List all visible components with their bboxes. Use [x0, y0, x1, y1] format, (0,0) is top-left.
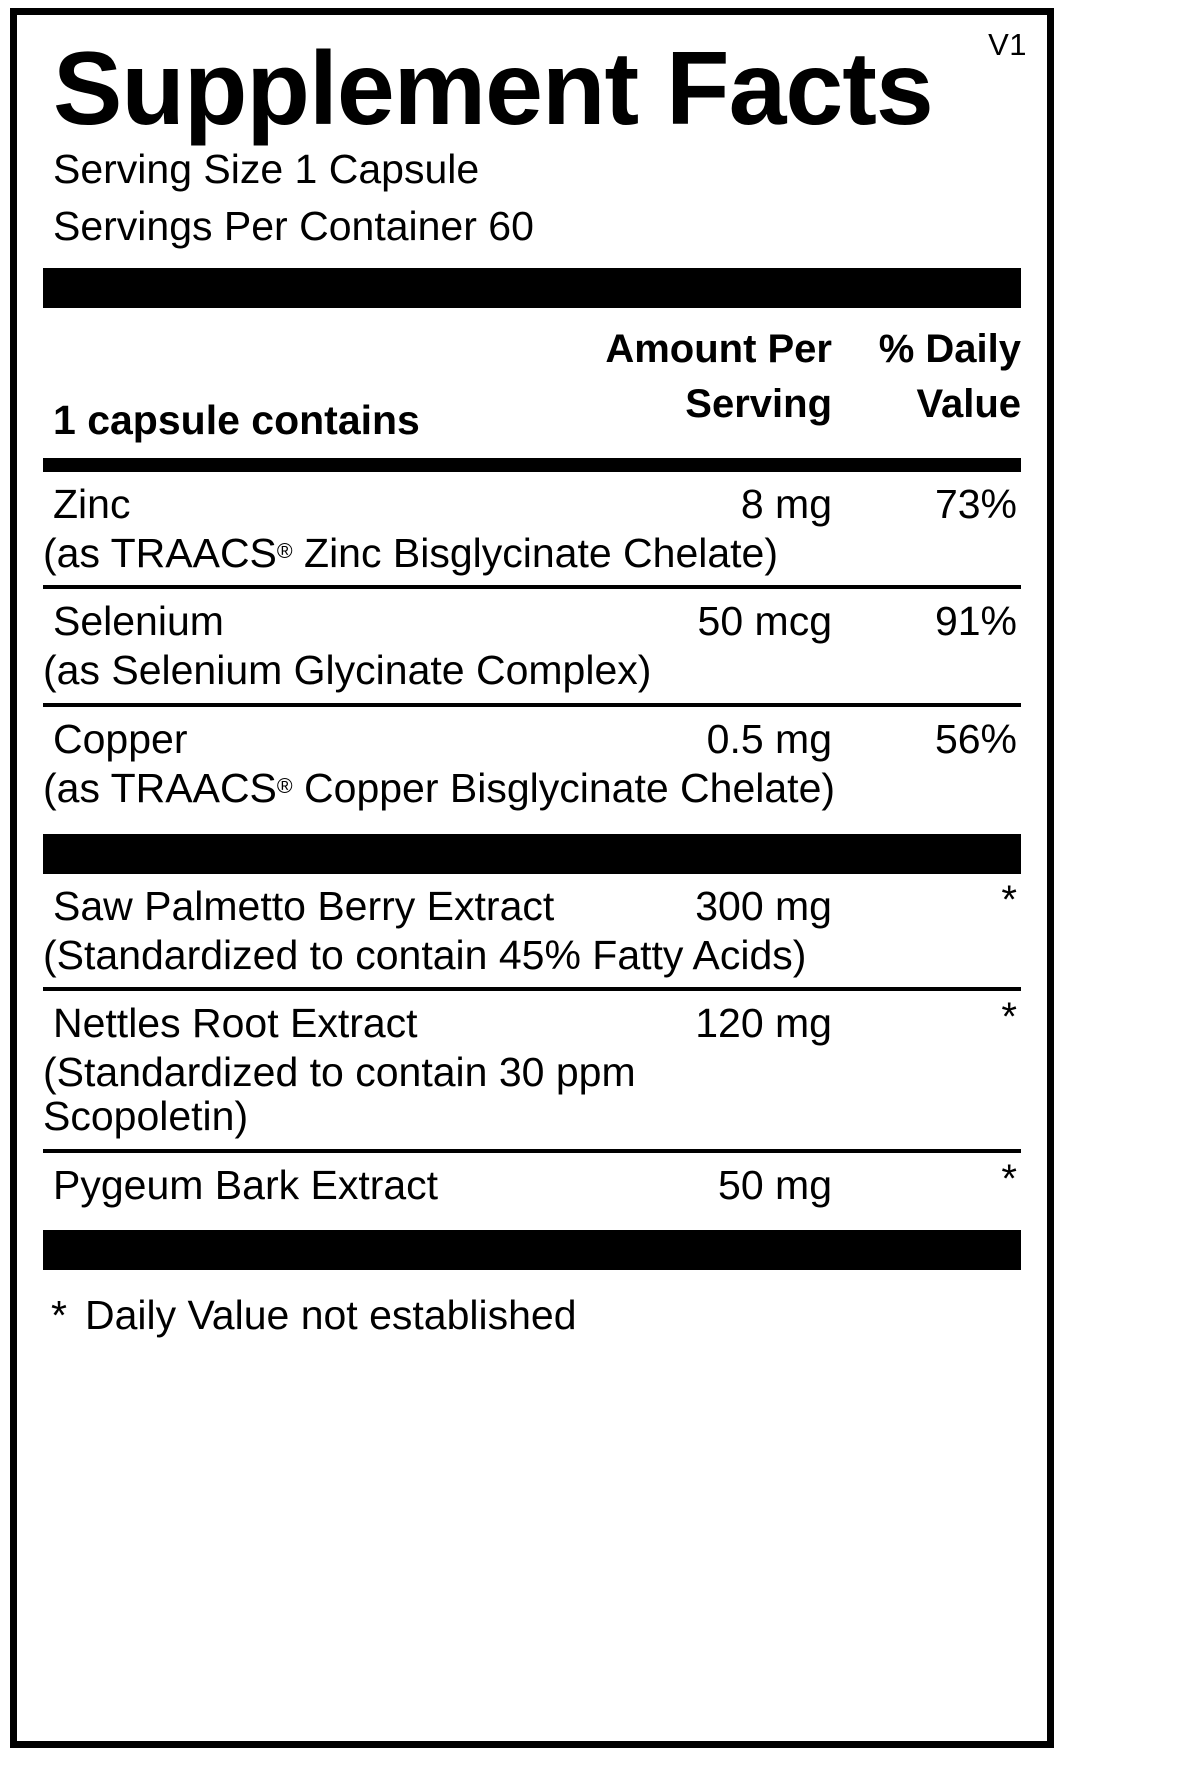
- registered-trademark-icon: ®: [276, 539, 293, 564]
- table-row: [43, 707, 1021, 820]
- divider-thick-botanicals: [43, 834, 1021, 874]
- nutrient-source-suffix: Copper Bisglycinate Chelate): [292, 764, 836, 811]
- amount-per-serving-header: [492, 322, 832, 432]
- daily-value-header: [841, 322, 1021, 432]
- page-title: Supplement Facts: [53, 31, 933, 147]
- divider-thick-bottom: [43, 1230, 1021, 1270]
- table-row: [43, 991, 1021, 1149]
- nutrient-source: (as Selenium Glycinate Complex): [43, 647, 652, 694]
- nutrient-source: [43, 531, 1021, 575]
- table-row: [43, 472, 1021, 585]
- nutrient-name: Copper: [53, 715, 188, 762]
- table-row: [43, 589, 1021, 702]
- version-code: V1: [988, 27, 1027, 62]
- nutrient-amount: 8 mg: [740, 481, 832, 528]
- divider-thick-top: [43, 268, 1021, 308]
- amount-header-line1: Amount Per: [605, 327, 832, 372]
- footnote-star: *: [51, 1291, 67, 1338]
- column-headers: [43, 314, 1021, 450]
- nutrient-amount: 300 mg: [695, 882, 832, 929]
- nutrient-daily-value: *: [1001, 995, 1017, 1040]
- dv-header-line2: Value: [916, 382, 1021, 427]
- nutrient-name: Selenium: [53, 598, 224, 645]
- nutrient-name: Saw Palmetto Berry Extract: [53, 882, 555, 929]
- nutrient-amount: 50 mcg: [697, 598, 832, 645]
- dv-header-line1: % Daily: [878, 327, 1021, 372]
- servings-per-container: Servings Per Container 60: [53, 202, 534, 249]
- nutrient-source: (Standardized to contain 45% Fatty Acids): [43, 931, 807, 978]
- nutrient-name: Pygeum Bark Extract: [53, 1161, 439, 1208]
- nutrient-source-prefix: (as TRAACS: [43, 530, 277, 577]
- nutrient-source-suffix: Zinc Bisglycinate Chelate): [292, 530, 779, 577]
- nutrient-source: (Standardized to contain 30 ppm Scopoletin): [43, 1049, 636, 1140]
- nutrient-daily-value: *: [1001, 877, 1017, 922]
- registered-trademark-icon: ®: [276, 773, 293, 798]
- nutrient-name: Nettles Root Extract: [53, 1000, 418, 1047]
- serving-size: Serving Size 1 Capsule: [53, 146, 480, 192]
- table-row: [43, 874, 1021, 987]
- amount-header-line2: Serving: [685, 382, 832, 427]
- divider-mid-header: [43, 458, 1021, 472]
- nutrient-daily-value: 56%: [934, 715, 1017, 762]
- nutrient-amount: 120 mg: [695, 1000, 832, 1047]
- capsule-contains-header: 1 capsule contains: [53, 397, 420, 444]
- nutrient-name: Zinc: [53, 481, 131, 528]
- nutrient-daily-value: 91%: [934, 598, 1017, 645]
- nutrient-source: [43, 766, 1021, 810]
- supplement-facts-panel: [10, 8, 1054, 1748]
- footnote-text: Daily Value not established: [84, 1291, 577, 1338]
- nutrient-daily-value: 73%: [934, 481, 1017, 528]
- nutrient-source-prefix: (as TRAACS: [43, 764, 277, 811]
- footnote: [51, 1292, 1021, 1339]
- nutrient-amount: 50 mg: [718, 1161, 832, 1208]
- nutrient-amount: 0.5 mg: [706, 715, 832, 762]
- nutrient-daily-value: *: [1001, 1156, 1017, 1201]
- table-row: [43, 1153, 1021, 1216]
